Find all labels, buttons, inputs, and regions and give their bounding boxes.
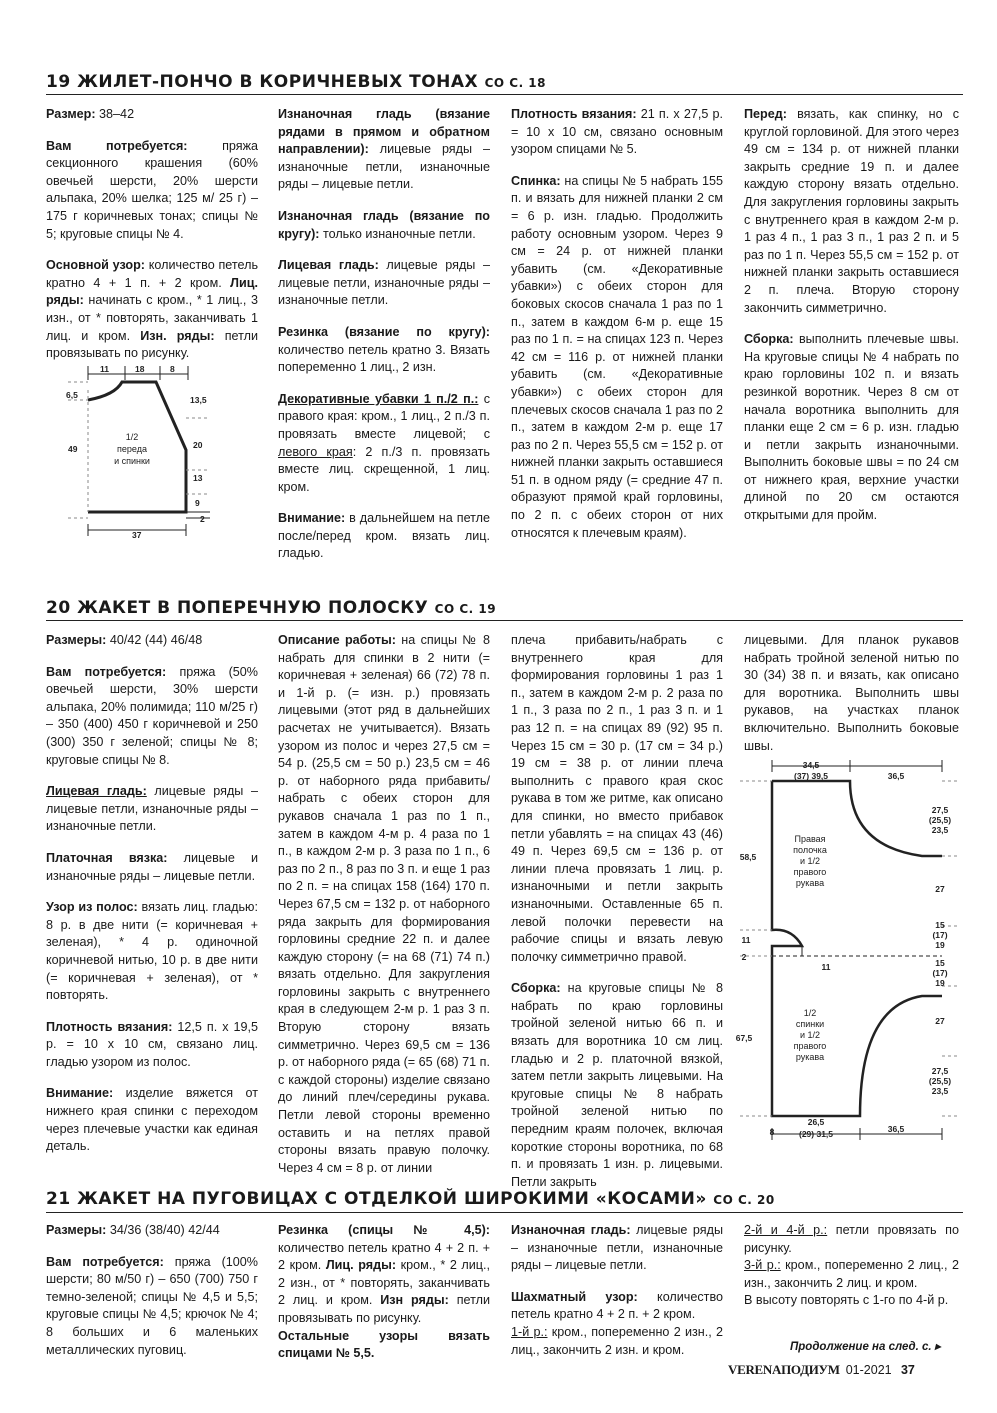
page-reference: СО С. 19 <box>434 602 497 616</box>
s19-column-2: Изнаночная гладь (вязание рядами в прямом и обратном направлении): лицевые ряды – изнаночные петли, изнаночные ряды – лицевые петли. Изнаночная гладь (вязание по кругу): только изнаночные петли. Лицевая гладь: лицевые ряды – лицевые петли, изнаночные ряды – изнаночные петли. Резинка (вязание по кругу): количество петель кратно 3. Вязать попеременно 1 лиц., 2 изн. Декоративные убавки 1 п./2 п.: с правого края: кром., 1 лиц., 2 п./3 п. провязать вместе лицевой; с левого края: 2 п./3 п. провязать вместе лиц. скрещенной, 1 лиц. кром. Внимание: в дальнейшем на петле после/перед кром. вязать лиц. гладью. <box>278 107 491 561</box>
dim-right-2: 20 <box>193 440 203 450</box>
dim-top-c: 36,5 <box>887 771 905 781</box>
page-reference: СО С. 18 <box>484 76 547 90</box>
section-19-title <box>46 72 546 92</box>
dim-bottom-2b: (29) 31,5 <box>798 1129 834 1139</box>
dim-bottom-3: 36,5 <box>887 1124 905 1134</box>
section-heading: ЖАКЕТ НА ПУГОВИЦАХ С ОТДЕЛКОЙ ШИРОКИМИ «КОСАМИ» <box>77 1189 707 1209</box>
section-rule <box>46 620 963 621</box>
s19-column-1: Размер: 38–42 Вам потребуется: пряжа секционного крашения (60% овечьей шерсти, 20% шерсти альпака, 20% шелка; 125 м/ 25 г) – 175 г коричневых тонах; спицы № 5; круговые спицы № 4. Основной узор: количество петель кратно 4 + 1 п. + 2 кром. Лиц. ряды: начинать с кром., * 1 лиц., 3 изн., от * повторять, заканчивать 1 лиц. и кром. Изн. ряды: петли провязывать по рисунку. <box>46 107 259 361</box>
dim-right-3a: 15 <box>935 920 945 930</box>
section-number: 19 <box>46 72 71 92</box>
dim-right-6c: 23,5 <box>931 1086 949 1096</box>
piece-label-1: 1/2 <box>125 432 139 442</box>
dim-right-6a: 27,5 <box>931 1066 949 1076</box>
section-number: 21 <box>46 1189 71 1209</box>
dim-top-a: 34,5 <box>802 760 820 770</box>
page-reference: СО С. 20 <box>713 1193 775 1207</box>
dim-left-1: 58,5 <box>739 852 757 862</box>
dim-right-4: 9 <box>195 498 200 508</box>
front-piece-label-line: правого <box>793 867 827 877</box>
dim-right-1b: (25,5) <box>928 815 952 825</box>
dim-right-3b: (17) <box>932 930 948 940</box>
dim-bottom-1: 8 <box>769 1127 775 1137</box>
s19-column-4: Перед: вязать, как спинку, но с круглой горловиной. Для этого через 49 см = 134 р. от нижней планки закрыть средние 19 п. и далее каждую сторону вязать отдельно. Для закругления горловины закрыть с внутреннего края в каждом 2-м р. 1 раз 4 п., 1 раз 3 п., 1 раз 2 п. и 5 раз по 1 п. Через 55,5 см = 152 р. от нижней планки закрыть оставшиеся 2 п. плеча. Вторую сторону закончить симметрично. Сборка: выполнить плечевые швы. На круговые спицы № 4 набрать по краю горловины 102 п. и вязать резинкой воротник. Через 8 см от начала воротника выполнить для планки еще 2 см = 6 р. изн. гладью и петли закрыть изнаночными. Выполнить боковые швы = по 24 см от нижнего края, верхние участки длиной по 20 см остаются открытыми для пройм. <box>744 107 960 523</box>
piece-label-3: и спинки <box>114 456 150 466</box>
section-20-title <box>46 598 496 618</box>
s20-schematic-diagram <box>732 756 962 1146</box>
section-rule <box>46 1212 963 1213</box>
dim-right-6b: (25,5) <box>928 1076 952 1086</box>
s21-column-3: Изнаночная гладь: лицевые ряды – изнаночные петли, изнаночные ряды – лицевые петли. Шахматный узор: количество петель кратно 4 + 2 п. + 2 кром. 1-й р.: кром., попеременно 2 изн., 2 лиц., закончить 2 изн. и кром. <box>511 1223 724 1357</box>
dim-right-2: 27 <box>935 884 945 894</box>
front-piece-label-line: Правая <box>794 834 826 844</box>
dim-top-2: 18 <box>135 364 145 374</box>
dim-bottom-2a: 26,5 <box>807 1117 825 1127</box>
s20-column-1: Размеры: 40/42 (44) 46/48 Вам потребуется: пряжа (50% овечьей шерсти, 30% шерсти альпака, 20% полимида; 110 м/25 г) – 350 (400) 450 г коричневой и 250 (300) 350 г зеленой; спицы № 8; круговые спицы № 8. Лицевая гладь: лицевые ряды – лицевые петли, изнаночные ряды – изнаночные петли. Платочная вязка: лицевые и изнаночные ряды – лицевые петли. Узор из полос: вязать лиц. гладью: 8 р. в две нити (= коричневая + зеленая), * 4 р. одиночной коричневой нитью, 10 р. в две нити (= коричневая + зеленая), от * повторять. Плотность вязания: 12,5 п. x 19,5 р. = 10 x 10 см, связано лиц. гладью узором из полос. Внимание: изделие вяжется от нижнего края спинки с переходом через плечевые участки как единая деталь. <box>46 633 259 1154</box>
dim-left-1: 6,5 <box>66 390 78 400</box>
piece-label-2: переда <box>117 444 147 454</box>
dim-top-b: (37) 39,5 <box>793 771 829 781</box>
dim-right-4b: (17) <box>932 968 948 978</box>
s21-column-4: 2-й и 4-й р.: петли провязать по рисунку. 3-й р.: кром., попеременно 2 лиц., 2 изн., закончить 2 лиц. и кром. В высоту повторять с 1-го по 4-й р. <box>744 1223 960 1308</box>
front-piece-label-line: рукава <box>795 878 825 888</box>
dim-left-4: 67,5 <box>735 1033 753 1043</box>
dim-right-5: 2 <box>200 514 205 524</box>
dim-right-5: 27 <box>935 1016 945 1026</box>
page-number: 37 <box>900 1363 915 1377</box>
front-piece-label-line: полочка <box>793 845 827 855</box>
dim-left-2: 49 <box>68 444 78 454</box>
back-piece-label-line: 1/2 <box>803 1008 817 1018</box>
dim-left-3: 2 <box>741 952 747 962</box>
dim-top-1: 11 <box>100 364 109 374</box>
back-piece-label-line: спинки <box>795 1019 825 1029</box>
section-heading: ЖАКЕТ В ПОПЕРЕЧНУЮ ПОЛОСКУ <box>77 598 429 618</box>
issue-number: 01-2021 <box>845 1363 892 1377</box>
back-piece-label-line: рукава <box>795 1052 825 1062</box>
dim-neck: 11 <box>821 962 831 972</box>
page-footer <box>728 1362 915 1378</box>
section-21-title <box>46 1189 775 1209</box>
dim-left-2: 11 <box>741 935 751 945</box>
dim-right-4a: 15 <box>935 958 945 968</box>
arrow-right-icon: ▸ <box>934 1341 941 1353</box>
dim-right-1c: 23,5 <box>931 825 949 835</box>
s21-column-1: Размеры: 34/36 (38/40) 42/44 Вам потребуется: пряжа (100% шерсти; 80 м/50 г) – 650 (700) 750 г темно-зеленой; спицы № 4,5 и 5,5; круговые спицы № 4,5; крючок № 4; 8 больших и 6 маленьких металлических пуговиц. <box>46 1223 258 1357</box>
back-piece-label-line: правого <box>793 1041 827 1051</box>
dim-top-3: 8 <box>170 364 175 374</box>
dim-right-1a: 27,5 <box>931 805 949 815</box>
dim-right-3: 13 <box>193 473 203 483</box>
section-rule <box>46 94 963 95</box>
s21-column-2: Резинка (спицы № 4,5): количество петель кратно 4 + 2 п. + 2 кром. Лиц. ряды: кром., * 2 лиц., 2 изн., от * повторять, заканчивать 2 лиц. и кром. Изн ряды: петли провязывать по рисунку. Остальные узоры вязать спицами № 5,5. <box>278 1223 491 1361</box>
s19-schematic-diagram <box>60 360 230 550</box>
s20-column-4: лицевыми. Для планок рукавов набрать тройной зеленой нитью по 30 (34) 38 п. и вязать, как описано для воротника. Выполнить швы рукавов, на участках планок включительно. Выполнить боковые швы. <box>744 633 959 753</box>
dim-right-4c: 19 <box>935 978 945 988</box>
dim-right-1: 13,5 <box>190 395 207 405</box>
section-heading: ЖИЛЕТ-ПОНЧО В КОРИЧНЕВЫХ ТОНАХ <box>77 72 479 92</box>
front-piece-label-line: и 1/2 <box>799 856 821 866</box>
s20-column-3: плеча прибавить/набрать с внутреннего края для формирования горловины 1 раз 1 п., затем в каждом 2-м р. 2 раза по 1 п., 3 раза по 2 п., 1 раз 3 п. и 1 раз 12 п. = на спицах 89 (92) 95 п. Через 15 см = 30 р. (17 см = 34 р.) 19 см = 38 р. от линии плеча выполнить с правого края скос рукава в том же ритме, как описано для спинки, но вместо прибавок петли убавлять = на спицах 43 (46) 49 п. Через 69,5 см = 136 р. от линии плеча провязать 1 лиц. р. изнаночными и петли закрыть изнаночными. Оставленные 65 п. левой полочки перевести на рабочие спицы и вязать левую полочку симметрично правой. Сборка: на круговые спицы № 8 набрать по краю горловины тройной зеленой нитью 66 п. и вязать для воротника 10 см лиц. гладью и 2 р. платочной вязкой, затем петли закрыть лицевыми. На круговые спицы № 8 набрать тройной зеленой нитью по передним краям полочек, включая короткие стороны воротника, по 68 п. и провязать 1 изн. р. лицевыми. Петли закрыть <box>511 633 723 1189</box>
section-number: 20 <box>46 598 71 618</box>
back-piece-label-line: и 1/2 <box>799 1030 821 1040</box>
dim-right-3c: 19 <box>935 940 945 950</box>
dim-bottom: 37 <box>132 530 142 540</box>
continued-note: Продолжение на след. с. ▸ <box>790 1341 941 1353</box>
magazine-logo: VERENAПОДИУМ <box>728 1362 840 1377</box>
s19-column-3: Плотность вязания: 21 п. x 27,5 р. = 10 x 10 см, связано основным узором спицами № 5. Спинка: на спицы № 5 набрать 155 п. и вязать для нижней планки 2 см = 6 р. изн. гладью. Продолжить работу основным узором. Через 9 см = 24 р. от нижней планки убавить (см. «Декоративные убавки») с обеих сторон для боковых скосов сначала 1 раз по 1 п., затем в каждом 6-м р. еще 15 раз по 1 п. = на спицах 123 п. Через 42 см = 116 р. от нижней планки убавить (см. «Декоративные убавки») с обеих сторон для плечевых скосов сначала 1 раз по 2 п., затем в каждом 2-м р. еще 17 раз по 2 п. Через 55,5 см = 152 р. от нижней планки закрыть оставшиеся 51 п. в одном ряду (= средние 47 п. образуют прямой край горловины, по 2 п. с обеих сторон от них относятся к плечевым краям). <box>511 107 724 540</box>
s20-column-2: Описание работы: на спицы № 8 набрать для спинки в 2 нити (= коричневая + зеленая) 66 (72) 78 п. и 1-й р. (= изн. р.) провязать лицевыми (этот ряд в дальнейших расчетах не учитывается). Вязать узором из полос и через 27,5 см = 54 р. (25,5 см = 50 р.) 23,5 см = 46 р. от наборного ряда прибавить/набрать с обеих сторон для рукавов сначала 1 раз по 1 п., затем в каждом 4-м р. 4 раза по 1 п., в каждом 2-м р. 3 раза по 1 п., 6 раз по 2 п., 8 раз по 3 п. и еще 1 раз по 2 п. = на спицах 158 (164) 170 п. Через 67,5 см = 132 р. от наборного ряда закрыть для формирования горловины средние 22 п. и далее каждую сторону (= на 68 (71) 74 п.) вязать отдельно. Для закругления горловины закрыть с внутреннего края в следующем 2-м р. 1 раз 3 п. Вторую сторону вязать симметрично. Через 69,5 см = 136 р. от наборного ряда (= 65 (68) 71 п. с каждой стороны) изделие связано до линий плеч/середины рукава. Петли левой стороны временно оставить и на петлях правой стороны вязать правую полочку. Через 4 см = 8 р. от линии <box>278 633 490 1175</box>
